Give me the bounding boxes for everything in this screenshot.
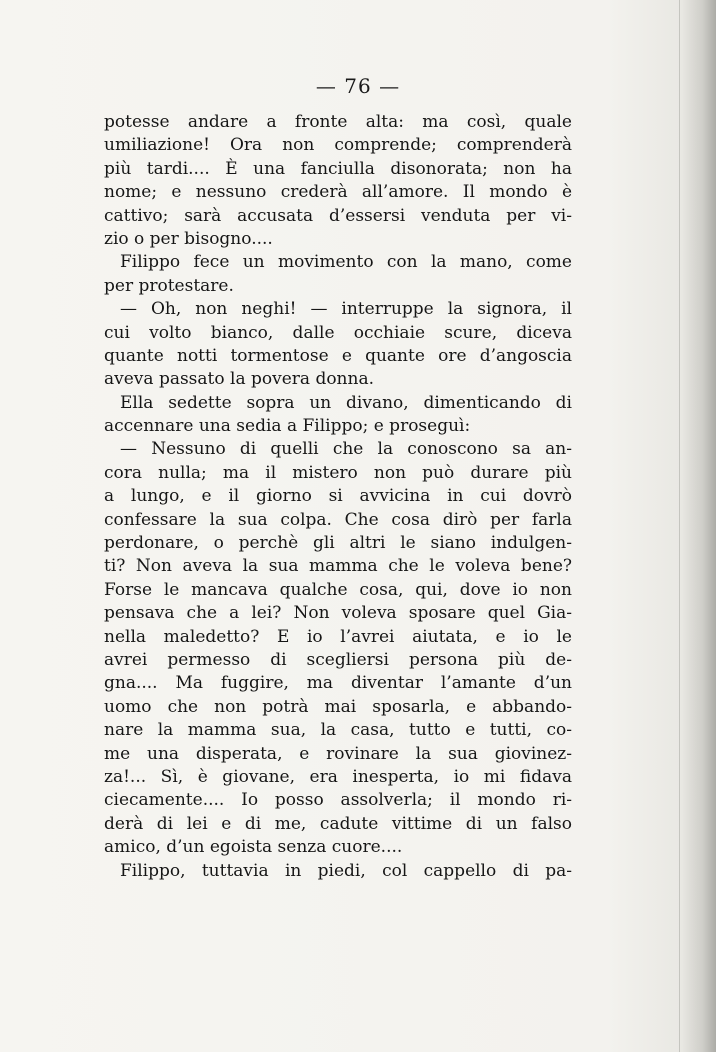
text-line: amico, d’un egoista senza cuore.... [104,837,403,858]
text-line: Filippo fece un movimento con la mano, come [120,252,572,273]
text-line: uomo che non potrà mai sposarla, e abbando- [104,696,572,717]
text-line: pensava che a lei? Non voleva sposare quel Gia- [104,603,572,624]
text-line: cora nulla; ma il mistero non può durare più [104,462,572,483]
text-line: più tardi.... È una fanciulla disonorata; non ha [104,158,572,179]
text-line: avrei permesso di scegliersi persona più de- [104,649,572,670]
page-edge-line [679,0,680,1052]
text-line: za!... Sì, è giovane, era inesperta, io mi fidava [104,766,572,787]
body-text [104,111,572,883]
text-line: accennare una sedia a Filippo; e proseguì: [104,416,471,437]
text-line: nome; e nessuno crederà all’amore. Il mondo è [104,182,572,203]
text-line: a lungo, e il giorno si avvicina in cui dovrò [104,486,572,507]
text-line: confessare la sua colpa. Che cosa dirò per farla [104,509,572,530]
text-line: Filippo, tuttavia in piedi, col cappello di pa- [120,860,572,881]
text-line: aveva passato la povera donna. [104,369,374,390]
text-line: cattivo; sarà accusata d’essersi venduta per vi- [104,205,572,226]
text-line: gna.... Ma fuggire, ma diventar l’amante d’un [104,673,572,694]
text-line: zio o per bisogno.... [104,228,273,249]
page-edge-shadow [682,0,716,1052]
text-line: — Oh, non neghi! — interruppe la signora, il [120,299,572,320]
text-line: ciecamente.... Io posso assolverla; il mondo ri- [104,790,572,811]
text-line: — Nessuno di quelli che la conoscono sa an- [120,439,572,460]
text-line: nare la mamma sua, la casa, tutto e tutti, co- [104,720,572,741]
page-number: — 76 — [315,74,401,98]
text-line: nella maledetto? E io l’avrei aiutata, e io le [104,626,572,647]
text-line: cui volto bianco, dalle occhiaie scure, diceva [104,322,572,343]
text-line: me una disperata, e rovinare la sua giovinez- [104,743,572,764]
text-line: Ella sedette sopra un divano, dimenticando di [120,392,572,413]
text-line: potesse andare a fronte alta: ma così, quale [104,112,572,132]
text-line: quante notti tormentose e quante ore d’angoscia [104,345,572,366]
text-line: perdonare, o perchè gli altri le siano indulgen- [104,533,572,554]
text-line: ti? Non aveva la sua mamma che le voleva bene? [104,556,572,577]
text-line: Forse le mancava qualche cosa, qui, dove io non [104,579,572,600]
text-line: umiliazione! Ora non comprende; comprenderà [104,135,572,156]
text-line: per protestare. [104,275,234,296]
text-line: derà di lei e di me, cadute vittime di un falso [104,813,572,834]
